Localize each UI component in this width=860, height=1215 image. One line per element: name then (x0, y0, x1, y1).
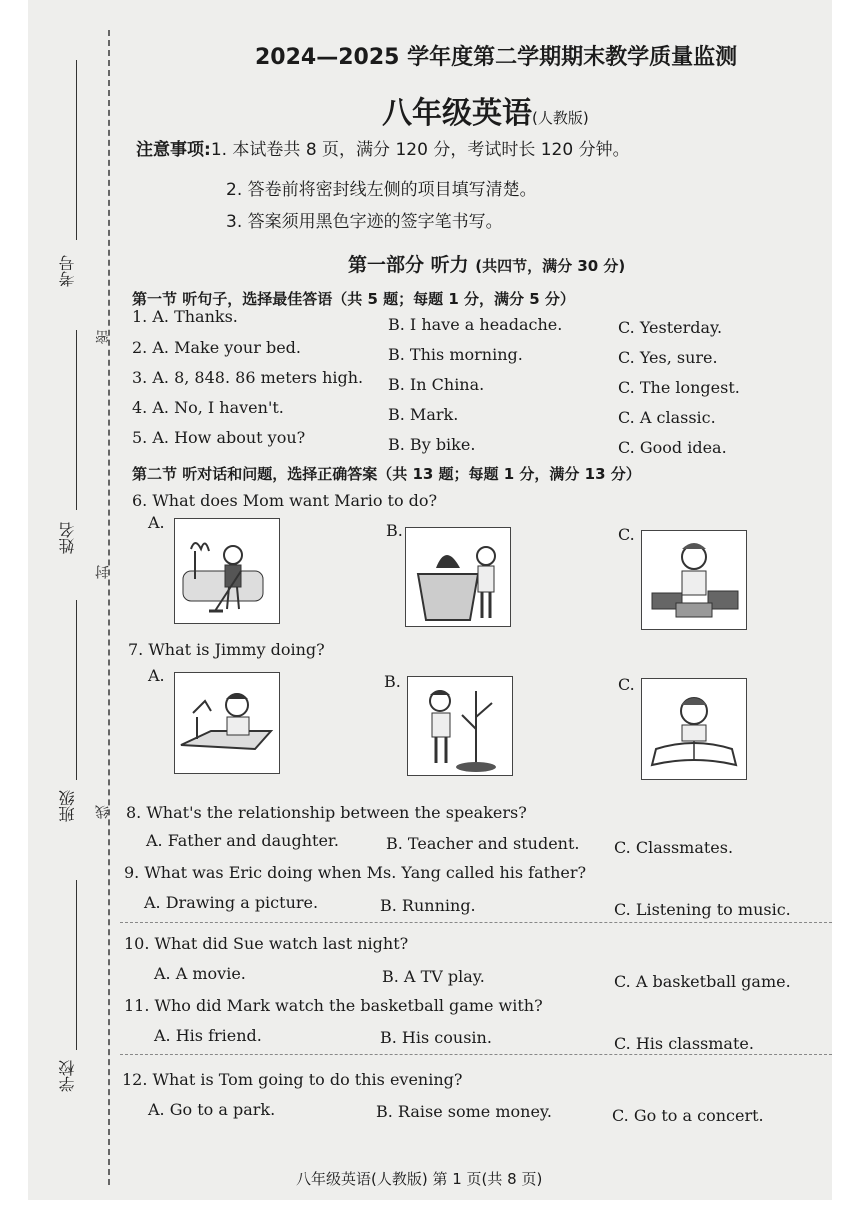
notes-line-1: 注意事项:1. 本试卷共 8 页，满分 120 分，考试时长 120 分钟。 (136, 140, 630, 160)
notes-label: 注意事项: (136, 140, 211, 160)
q12-option-c: C. Go to a concert. (612, 1106, 764, 1125)
q11-option-c: C. His classmate. (614, 1034, 754, 1053)
q8-option-b: B. Teacher and student. (386, 834, 580, 853)
q12-option-a: A. Go to a park. (148, 1100, 276, 1119)
exam-title: 2024—2025 学年度第二学期期末教学质量监测 (255, 45, 738, 70)
edition-label: (人教版) (532, 109, 589, 127)
q6-picture-a-sweeping (174, 518, 280, 624)
q6-picture-b-rubbish (405, 527, 511, 627)
q3-option-c: C. The longest. (618, 378, 740, 397)
q6-label-c: C. (618, 525, 635, 544)
q9-option-c: C. Listening to music. (614, 900, 791, 919)
q10-question: 10. What did Sue watch last night? (124, 934, 409, 953)
q12-option-b: B. Raise some money. (376, 1102, 552, 1121)
seal-line (108, 30, 110, 1185)
divider (120, 1054, 832, 1055)
q3-option-b: B. In China. (388, 375, 485, 394)
q5-option-c: C. Good idea. (618, 438, 727, 457)
seal-char-xian: 线 (95, 805, 111, 819)
seal-char-mi: 密 (95, 330, 111, 344)
q10-option-a: A. A movie. (154, 964, 246, 983)
q8-question: 8. What's the relationship between the speakers? (126, 803, 527, 822)
q4-option-a: 4. A. No, I haven't. (132, 398, 284, 417)
q8-option-c: C. Classmates. (614, 838, 734, 857)
q11-question: 11. Who did Mark watch the basketball game with? (124, 996, 543, 1015)
q7-label-b: B. (384, 672, 401, 691)
notes-line-3: 3. 答案须用黑色字迹的签字笔书写。 (226, 212, 503, 232)
q7-label-a: A. (148, 666, 165, 685)
q2-option-a: 2. A. Make your bed. (132, 338, 301, 357)
q2-option-b: B. This morning. (388, 345, 523, 364)
q9-question: 9. What was Eric doing when Ms. Yang called his father? (124, 863, 587, 882)
q8-option-a: A. Father and daughter. (146, 831, 339, 850)
q5-option-b: B. By bike. (388, 435, 476, 454)
q9-option-b: B. Running. (380, 896, 476, 915)
q11-option-a: A. His friend. (154, 1026, 262, 1045)
seal-char-feng: 封 (95, 565, 111, 579)
field-name-line (76, 330, 77, 510)
field-name-label: 姓名 (58, 522, 77, 554)
q7-picture-c-reading (641, 678, 747, 780)
divider (120, 922, 832, 923)
field-school-line (76, 880, 77, 1050)
q3-option-a: 3. A. 8, 848. 86 meters high. (132, 368, 364, 387)
q2-option-c: C. Yes, sure. (618, 348, 718, 367)
section-one-title: 第一节 听句子，选择最佳答语（共 5 题；每题 1 分，满分 5 分） (132, 290, 575, 308)
q7-picture-a-homework (174, 672, 280, 774)
part-one-title: 第一部分 听力 (共四节，满分 30 分) (348, 254, 626, 276)
q7-question: 7. What is Jimmy doing? (128, 640, 325, 659)
field-class-line (76, 600, 77, 780)
q6-label-b: B. (386, 521, 403, 540)
q5-option-a: 5. A. How about you? (132, 428, 306, 447)
q9-option-a: A. Drawing a picture. (144, 893, 319, 912)
q7-label-c: C. (618, 675, 635, 694)
q6-picture-c-folding-clothes (641, 530, 747, 630)
page-footer: 八年级英语(人教版) 第 1 页(共 8 页) (296, 1170, 543, 1188)
q11-option-b: B. His cousin. (380, 1028, 492, 1047)
field-exam-number-line (76, 60, 77, 240)
section-two-title: 第二节 听对话和问题，选择正确答案（共 13 题；每题 1 分，满分 13 分） (132, 465, 641, 483)
q1-option-b: B. I have a headache. (388, 315, 563, 334)
q10-option-b: B. A TV play. (382, 967, 485, 986)
q1-option-c: C. Yesterday. (618, 318, 723, 337)
field-exam-number-label: 考号 (58, 255, 77, 287)
q10-option-c: C. A basketball game. (614, 972, 791, 991)
q6-question: 6. What does Mom want Mario to do? (132, 491, 438, 510)
q4-option-c: C. A classic. (618, 408, 716, 427)
field-school-label: 学校 (58, 1060, 77, 1092)
q12-question: 12. What is Tom going to do this evening? (122, 1070, 463, 1089)
q6-label-a: A. (148, 513, 165, 532)
subject-title: 八年级英语(人教版) (382, 96, 589, 131)
q7-picture-b-planting-tree (407, 676, 513, 776)
field-class-label: 班级 (58, 790, 77, 822)
q1-option-a: 1. A. Thanks. (132, 307, 238, 326)
q4-option-b: B. Mark. (388, 405, 459, 424)
notes-line-2: 2. 答卷前将密封线左侧的项目填写清楚。 (226, 180, 537, 200)
